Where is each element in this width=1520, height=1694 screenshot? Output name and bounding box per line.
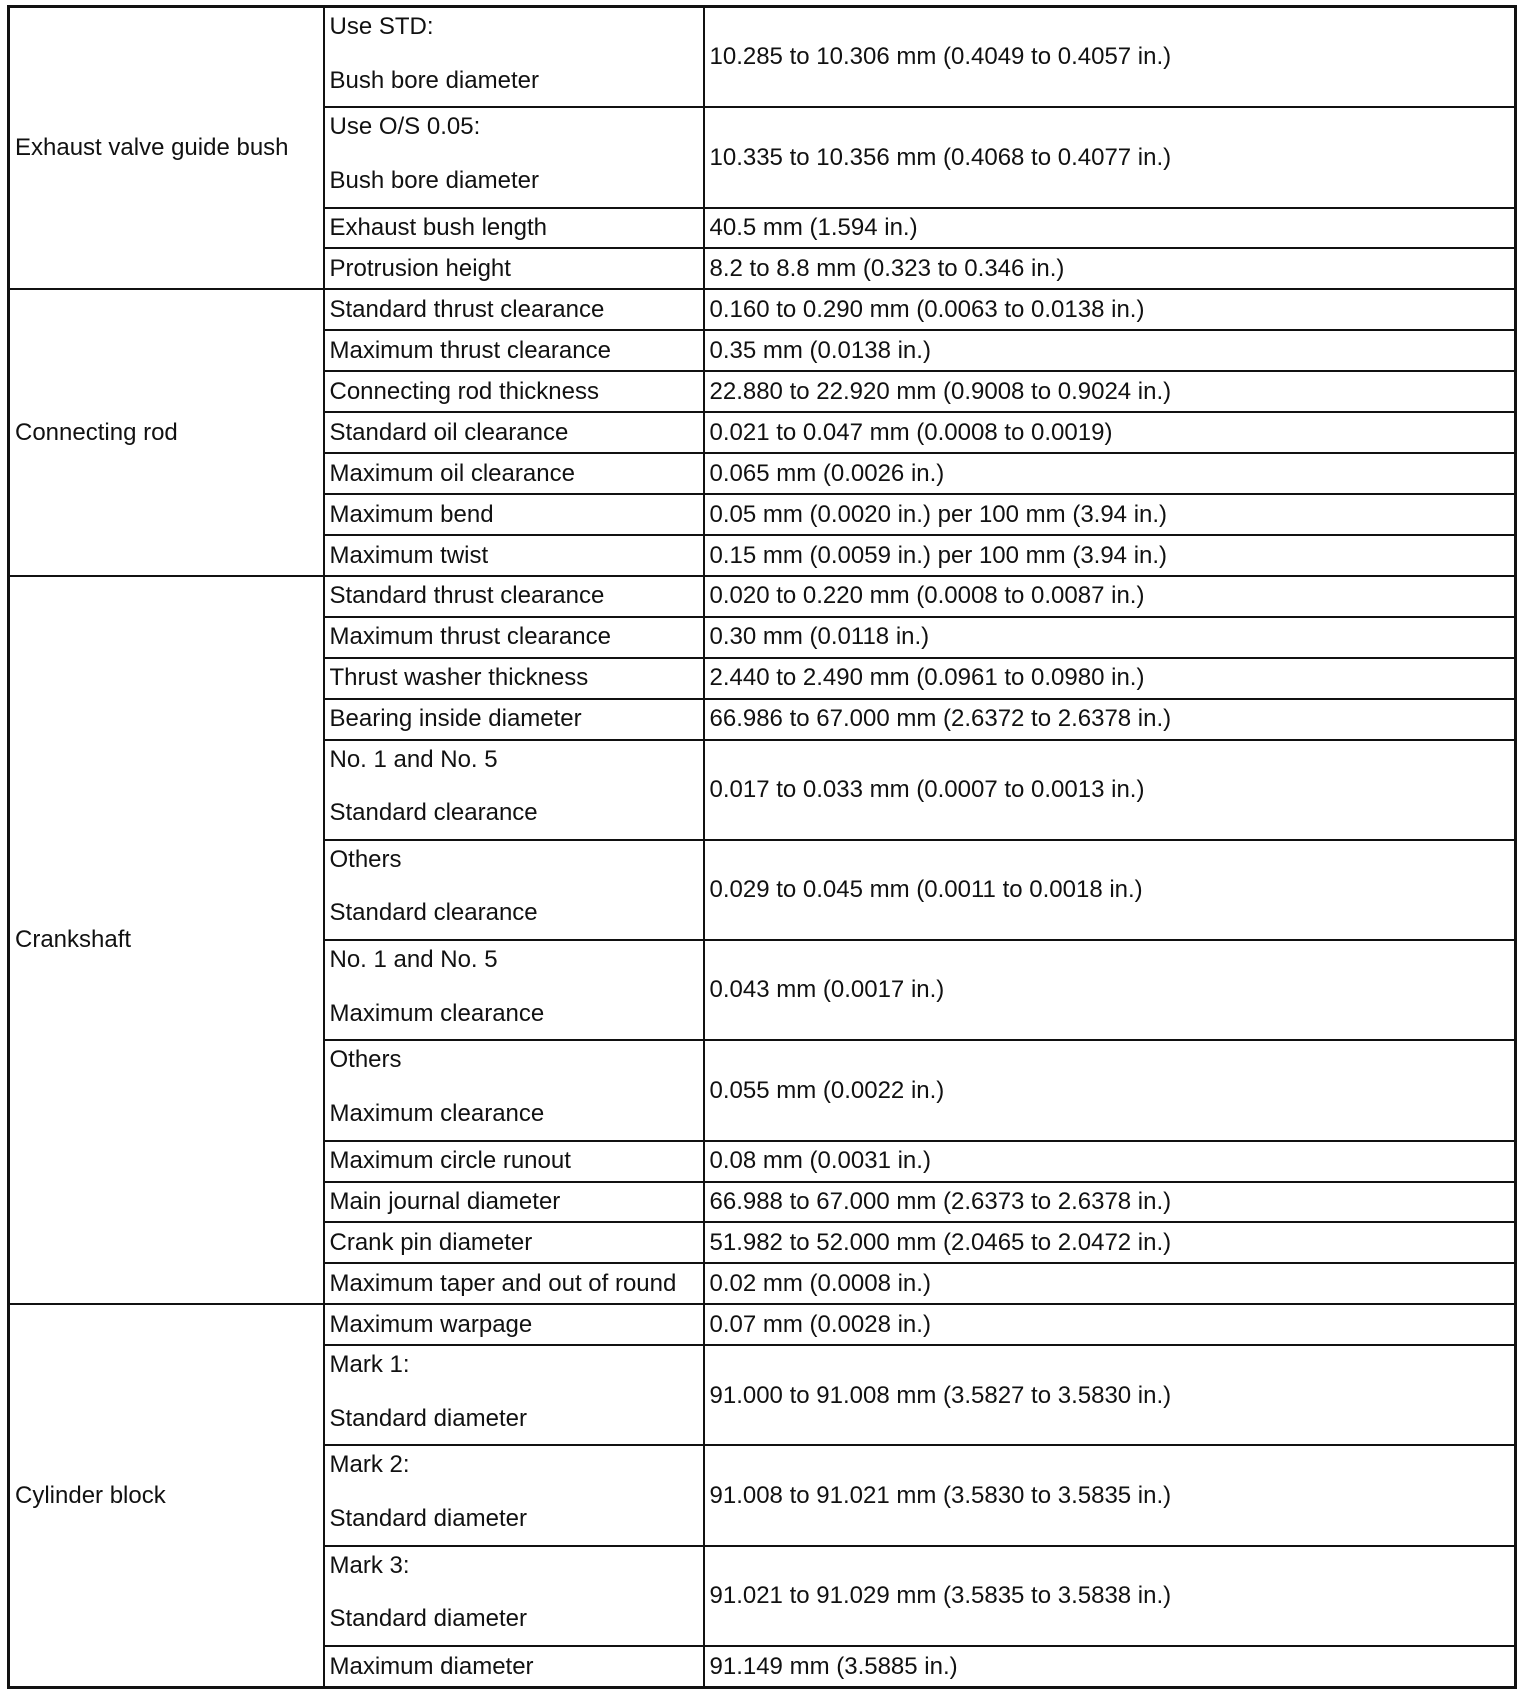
spec-item-cell <box>324 1263 704 1304</box>
spec-item-label: Maximum circle runout <box>329 1147 571 1175</box>
table-row <box>9 289 1516 330</box>
spec-value: 0.08 mm (0.0031 in.) <box>704 1141 1516 1182</box>
spec-item-label: Maximum twist <box>329 541 489 569</box>
spec-value: 0.15 mm (0.0059 in.) per 100 mm (3.94 in.) <box>704 535 1516 576</box>
spec-item-cell <box>324 576 704 617</box>
spec-item-label: Standard diameter <box>329 1404 527 1432</box>
spec-value: 66.988 to 67.000 mm (2.6373 to 2.6378 in.) <box>704 1182 1516 1223</box>
group-label: Crankshaft <box>9 576 324 1304</box>
spec-value: 0.05 mm (0.0020 in.) per 100 mm (3.94 in.) <box>704 494 1516 535</box>
spec-item-label: Maximum bend <box>329 500 494 528</box>
spec-item-cell <box>324 1222 704 1263</box>
spec-item-label: Maximum clearance <box>329 1099 545 1127</box>
spec-item-label: Mark 3: <box>329 1551 410 1579</box>
spec-item-label: Mark 2: <box>329 1451 410 1479</box>
spec-table <box>7 5 1517 1689</box>
spec-item-label: No. 1 and No. 5 <box>329 946 498 974</box>
spec-item-cell <box>324 740 704 840</box>
spec-item-label: Mark 1: <box>329 1351 410 1379</box>
spec-item-cell <box>324 330 704 371</box>
spec-value: 91.021 to 91.029 mm (3.5835 to 3.5838 in.) <box>704 1546 1516 1646</box>
spec-item-cell <box>324 940 704 1040</box>
spec-value: 0.065 mm (0.0026 in.) <box>704 453 1516 494</box>
spec-value: 8.2 to 8.8 mm (0.323 to 0.346 in.) <box>704 248 1516 289</box>
spec-item-cell <box>324 617 704 658</box>
spec-item-label: Exhaust bush length <box>329 214 547 242</box>
spec-item-label: Standard thrust clearance <box>329 296 605 324</box>
spec-item-cell <box>324 107 704 207</box>
spec-item-cell <box>324 412 704 453</box>
spec-item-label: Use O/S 0.05: <box>329 113 481 141</box>
spec-value: 91.000 to 91.008 mm (3.5827 to 3.5830 in.) <box>704 1345 1516 1445</box>
spec-item-cell <box>324 840 704 940</box>
spec-value: 91.008 to 91.021 mm (3.5830 to 3.5835 in.) <box>704 1445 1516 1545</box>
spec-item-cell <box>324 289 704 330</box>
spec-item-cell <box>324 1445 704 1545</box>
spec-value: 0.30 mm (0.0118 in.) <box>704 617 1516 658</box>
spec-item-label: Crank pin diameter <box>329 1229 533 1257</box>
spec-item-label: Standard thrust clearance <box>329 582 605 610</box>
spec-item-cell <box>324 1345 704 1445</box>
spec-table-body <box>9 7 1516 1688</box>
spec-value: 0.35 mm (0.0138 in.) <box>704 330 1516 371</box>
spec-item-label: Bearing inside diameter <box>329 705 582 733</box>
spec-value: 91.149 mm (3.5885 in.) <box>704 1646 1516 1688</box>
spec-value: 40.5 mm (1.594 in.) <box>704 208 1516 249</box>
table-row <box>9 1304 1516 1345</box>
spec-item-cell <box>324 494 704 535</box>
spec-item-label: Others <box>329 1046 402 1074</box>
group-label: Exhaust valve guide bush <box>9 7 324 290</box>
spec-item-label: Maximum clearance <box>329 999 545 1027</box>
spec-item-cell <box>324 1546 704 1646</box>
spec-item-label: Thrust washer thickness <box>329 664 589 692</box>
spec-item-cell <box>324 7 704 108</box>
spec-value: 0.043 mm (0.0017 in.) <box>704 940 1516 1040</box>
spec-item-cell <box>324 1040 704 1140</box>
spec-item-cell <box>324 658 704 699</box>
spec-item-label: No. 1 and No. 5 <box>329 745 498 773</box>
table-row <box>9 7 1516 108</box>
spec-value: 0.160 to 0.290 mm (0.0063 to 0.0138 in.) <box>704 289 1516 330</box>
spec-value: 0.07 mm (0.0028 in.) <box>704 1304 1516 1345</box>
spec-value: 10.335 to 10.356 mm (0.4068 to 0.4077 in.) <box>704 107 1516 207</box>
spec-item-cell <box>324 699 704 740</box>
spec-item-cell <box>324 1304 704 1345</box>
spec-value: 66.986 to 67.000 mm (2.6372 to 2.6378 in.) <box>704 699 1516 740</box>
group-label: Cylinder block <box>9 1304 324 1687</box>
spec-item-label: Maximum thrust clearance <box>329 623 611 651</box>
spec-item-label: Standard diameter <box>329 1505 527 1533</box>
table-row <box>9 576 1516 617</box>
spec-item-cell <box>324 1141 704 1182</box>
spec-item-cell <box>324 453 704 494</box>
spec-value: 10.285 to 10.306 mm (0.4049 to 0.4057 in.) <box>704 7 1516 108</box>
spec-value: 2.440 to 2.490 mm (0.0961 to 0.0980 in.) <box>704 658 1516 699</box>
spec-value: 0.020 to 0.220 mm (0.0008 to 0.0087 in.) <box>704 576 1516 617</box>
spec-item-label: Maximum diameter <box>329 1652 534 1680</box>
spec-value: 22.880 to 22.920 mm (0.9008 to 0.9024 in.) <box>704 371 1516 412</box>
spec-item-label: Maximum thrust clearance <box>329 336 611 364</box>
spec-item-label: Standard diameter <box>329 1605 527 1633</box>
spec-item-label: Bush bore diameter <box>329 66 539 94</box>
spec-item-label: Maximum warpage <box>329 1310 533 1338</box>
group-label: Connecting rod <box>9 289 324 575</box>
spec-item-label: Protrusion height <box>329 255 511 283</box>
spec-item-label: Maximum taper and out of round <box>329 1270 677 1297</box>
spec-value: 0.02 mm (0.0008 in.) <box>704 1263 1516 1304</box>
spec-item-label: Use STD: <box>329 13 434 40</box>
spec-item-cell <box>324 1182 704 1223</box>
spec-value: 51.982 to 52.000 mm (2.0465 to 2.0472 in.) <box>704 1222 1516 1263</box>
spec-value: 0.017 to 0.033 mm (0.0007 to 0.0013 in.) <box>704 740 1516 840</box>
spec-item-label: Standard clearance <box>329 799 538 827</box>
spec-value: 0.055 mm (0.0022 in.) <box>704 1040 1516 1140</box>
spec-item-label: Others <box>329 845 402 873</box>
spec-item-cell <box>324 371 704 412</box>
spec-item-cell <box>324 208 704 249</box>
spec-item-cell <box>324 535 704 576</box>
spec-item-cell <box>324 1646 704 1688</box>
spec-item-label: Standard oil clearance <box>329 418 569 446</box>
spec-item-label: Standard clearance <box>329 899 538 927</box>
spec-item-label: Bush bore diameter <box>329 166 539 194</box>
spec-value: 0.029 to 0.045 mm (0.0011 to 0.0018 in.) <box>704 840 1516 940</box>
spec-item-cell <box>324 248 704 289</box>
spec-value: 0.021 to 0.047 mm (0.0008 to 0.0019) <box>704 412 1516 453</box>
spec-item-label: Main journal diameter <box>329 1188 561 1216</box>
spec-item-label: Connecting rod thickness <box>329 377 599 405</box>
spec-item-label: Maximum oil clearance <box>329 459 575 487</box>
